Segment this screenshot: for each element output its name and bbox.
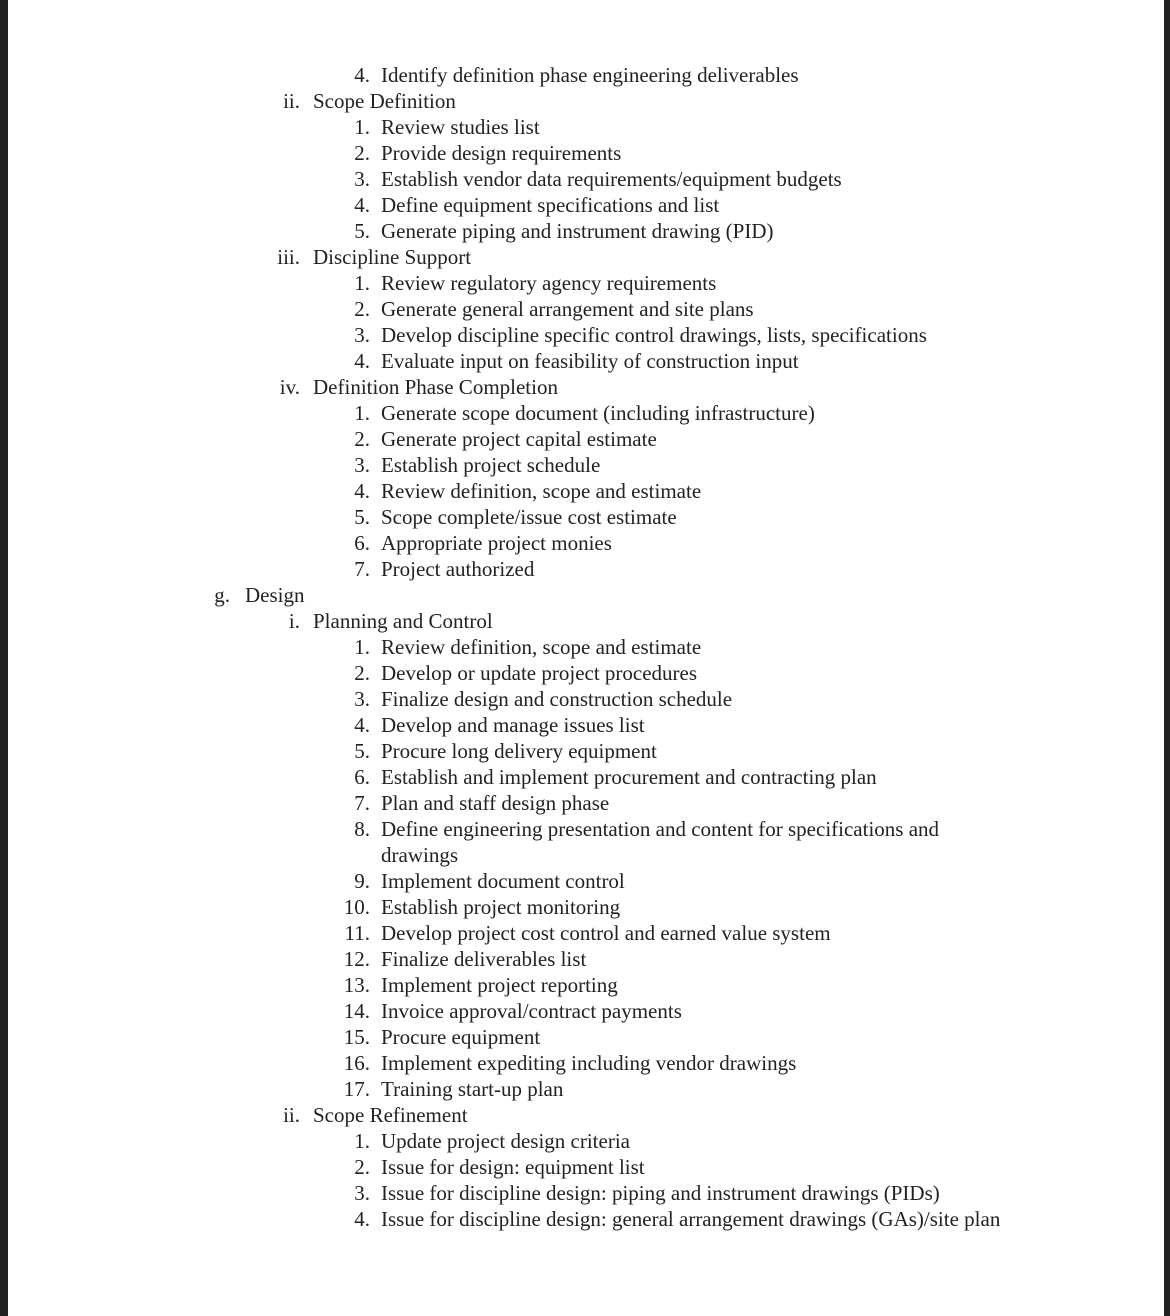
outline-item-number: 2. — [354, 661, 370, 685]
outline-item-text: Implement project reporting — [381, 973, 618, 997]
outline-item — [0, 504, 1170, 530]
outline-item-number: 2. — [354, 1155, 370, 1179]
outline-item-number: 6. — [354, 765, 370, 789]
outline-item-text: Update project design criteria — [381, 1129, 630, 1153]
outline-item — [0, 1024, 1170, 1050]
outline-item-number: 14. — [343, 999, 370, 1023]
outline-item-number: 3. — [354, 1181, 370, 1205]
outline-item-text: Implement expediting including vendor drawings — [381, 1051, 797, 1075]
outline-item-text: Finalize deliverables list — [381, 947, 587, 971]
outline-item-number: 5. — [354, 739, 370, 763]
outline-item — [0, 244, 1170, 270]
outline-item — [0, 556, 1170, 582]
outline-item-text: Generate scope document (including infrastructure) — [381, 401, 815, 425]
outline-item-text: Develop and manage issues list — [381, 713, 645, 737]
outline-item-text: Design — [245, 583, 305, 607]
outline-item — [0, 140, 1170, 166]
outline-item — [0, 218, 1170, 244]
outline-item-text: Provide design requirements — [381, 141, 622, 165]
outline-item-number: 2. — [354, 297, 370, 321]
outline-item-number: 4. — [354, 1207, 370, 1231]
outline-item-number: 4. — [354, 193, 370, 217]
outline-item-number: 8. — [354, 817, 370, 841]
outline-item-text: Review studies list — [381, 115, 540, 139]
outline-item-text: Training start-up plan — [381, 1077, 564, 1101]
outline-item-number: 3. — [354, 167, 370, 191]
outline-item-text: Establish and implement procurement and contracting plan — [381, 765, 877, 789]
outline-item-text: Planning and Control — [313, 609, 493, 633]
outline-item-text: Review definition, scope and estimate — [381, 479, 702, 503]
outline-item — [0, 972, 1170, 998]
outline-item-text: Identify definition phase engineering deliverables — [381, 63, 799, 87]
outline-item — [0, 88, 1170, 114]
outline-item-number: 9. — [354, 869, 370, 893]
outline-item — [0, 166, 1170, 192]
outline-item-text: Issue for discipline design: piping and instrument drawings (PIDs) — [381, 1181, 940, 1205]
outline-item-text: Project authorized — [381, 557, 535, 581]
outline-item-number: 2. — [354, 427, 370, 451]
outline-item-text: Define engineering presentation and content for specifications and drawings — [381, 817, 940, 867]
outline-item-number: 12. — [343, 947, 370, 971]
outline-item-text: Definition Phase Completion — [313, 375, 558, 399]
outline-item — [0, 686, 1170, 712]
outline-item-number: ii. — [283, 89, 300, 113]
outline-item-number: 10. — [343, 895, 370, 919]
outline-item — [0, 192, 1170, 218]
outline-item — [0, 374, 1170, 400]
outline-item-text: Develop project cost control and earned value system — [381, 921, 831, 945]
outline-item-text: Evaluate input on feasibility of construction input — [381, 349, 799, 373]
outline-item-text: Plan and staff design phase — [381, 791, 610, 815]
outline-item — [0, 816, 1170, 868]
outline-item-number: g. — [214, 583, 230, 607]
outline-item — [0, 400, 1170, 426]
outline-item — [0, 1154, 1170, 1180]
outline-item-text: Issue for design: equipment list — [381, 1155, 645, 1179]
outline-item-number: 1. — [354, 401, 370, 425]
outline-item-text: Invoice approval/contract payments — [381, 999, 682, 1023]
outline-item — [0, 582, 1170, 608]
outline-item — [0, 660, 1170, 686]
outline-item-text: Develop or update project procedures — [381, 661, 698, 685]
outline-item — [0, 322, 1170, 348]
outline-item-number: 4. — [354, 63, 370, 87]
outline-item — [0, 764, 1170, 790]
outline-item-number: 7. — [354, 791, 370, 815]
outline-item — [0, 1102, 1170, 1128]
outline-item-number: 15. — [343, 1025, 370, 1049]
outline-item — [0, 426, 1170, 452]
outline-item — [0, 1050, 1170, 1076]
outline-item-text: Develop discipline specific control drawings, lists, specifications — [381, 323, 927, 347]
outline-item-number: 11. — [344, 921, 370, 945]
outline-item-number: i. — [288, 609, 300, 633]
outline-item-text: Scope Refinement — [313, 1103, 468, 1127]
outline-item-number: 4. — [354, 713, 370, 737]
outline-item — [0, 296, 1170, 322]
outline-item-number: 1. — [354, 115, 370, 139]
outline-item-number: 5. — [354, 505, 370, 529]
outline-item — [0, 998, 1170, 1024]
outline-item-number: 1. — [354, 271, 370, 295]
outline-item-text: Establish project monitoring — [381, 895, 621, 919]
outline-item-number: 4. — [354, 349, 370, 373]
document-outline — [0, 62, 1170, 1258]
outline-item-text: Finalize design and construction schedule — [381, 687, 733, 711]
outline-item — [0, 920, 1170, 946]
outline-item — [0, 738, 1170, 764]
outline-item — [0, 270, 1170, 296]
outline-item — [0, 478, 1170, 504]
outline-item — [0, 114, 1170, 140]
outline-item-text: Discipline Support — [313, 245, 472, 269]
outline-item-text: Generate general arrangement and site plans — [381, 297, 754, 321]
outline-item-number: iii. — [277, 245, 300, 269]
outline-item-number: ii. — [283, 1103, 300, 1127]
outline-item-number: 3. — [354, 687, 370, 711]
outline-item — [0, 946, 1170, 972]
outline-item — [0, 790, 1170, 816]
outline-item-number: 16. — [343, 1051, 370, 1075]
outline-item-text: Procure long delivery equipment — [381, 739, 657, 763]
outline-item — [0, 1076, 1170, 1102]
outline-item-text: Procure equipment — [381, 1025, 541, 1049]
outline-item-number: 5. — [354, 219, 370, 243]
outline-item-text: Review regulatory agency requirements — [381, 271, 717, 295]
outline-item — [0, 62, 1170, 88]
outline-item-text: Implement document control — [381, 869, 625, 893]
outline-item-text: Establish project schedule — [381, 453, 601, 477]
outline-item-text: Define equipment specifications and list — [381, 193, 720, 217]
outline-item-text: Establish vendor data requirements/equipment budgets — [381, 167, 842, 191]
outline-item-text: Scope Definition — [313, 89, 456, 113]
outline-item-text: Appropriate project monies — [381, 531, 612, 555]
outline-item-number: iv. — [279, 375, 300, 399]
outline-item-number: 3. — [354, 323, 370, 347]
outline-item-number: 13. — [343, 973, 370, 997]
outline-item — [0, 894, 1170, 920]
outline-item — [0, 868, 1170, 894]
outline-item-text: Generate piping and instrument drawing (PID) — [381, 219, 774, 243]
outline-item — [0, 1128, 1170, 1154]
outline-item-number: 3. — [354, 453, 370, 477]
outline-item — [0, 452, 1170, 478]
outline-item — [0, 1180, 1170, 1206]
outline-item-text: Scope complete/issue cost estimate — [381, 505, 677, 529]
outline-item-number: 6. — [354, 531, 370, 555]
outline-item — [0, 530, 1170, 556]
outline-item — [0, 634, 1170, 660]
outline-item-text: Generate project capital estimate — [381, 427, 657, 451]
outline-item-text: Review definition, scope and estimate — [381, 635, 702, 659]
outline-item — [0, 712, 1170, 738]
outline-item-number: 1. — [354, 1129, 370, 1153]
outline-item-number: 17. — [343, 1077, 370, 1101]
outline-item-number: 1. — [354, 635, 370, 659]
outline-item-number: 7. — [354, 557, 370, 581]
outline-item-number: 4. — [354, 479, 370, 503]
outline-item — [0, 608, 1170, 634]
outline-item-text: Issue for discipline design: general arrangement drawings (GAs)/site plan — [381, 1207, 1001, 1231]
outline-item-number: 2. — [354, 141, 370, 165]
outline-item — [0, 1206, 1170, 1258]
outline-item — [0, 348, 1170, 374]
